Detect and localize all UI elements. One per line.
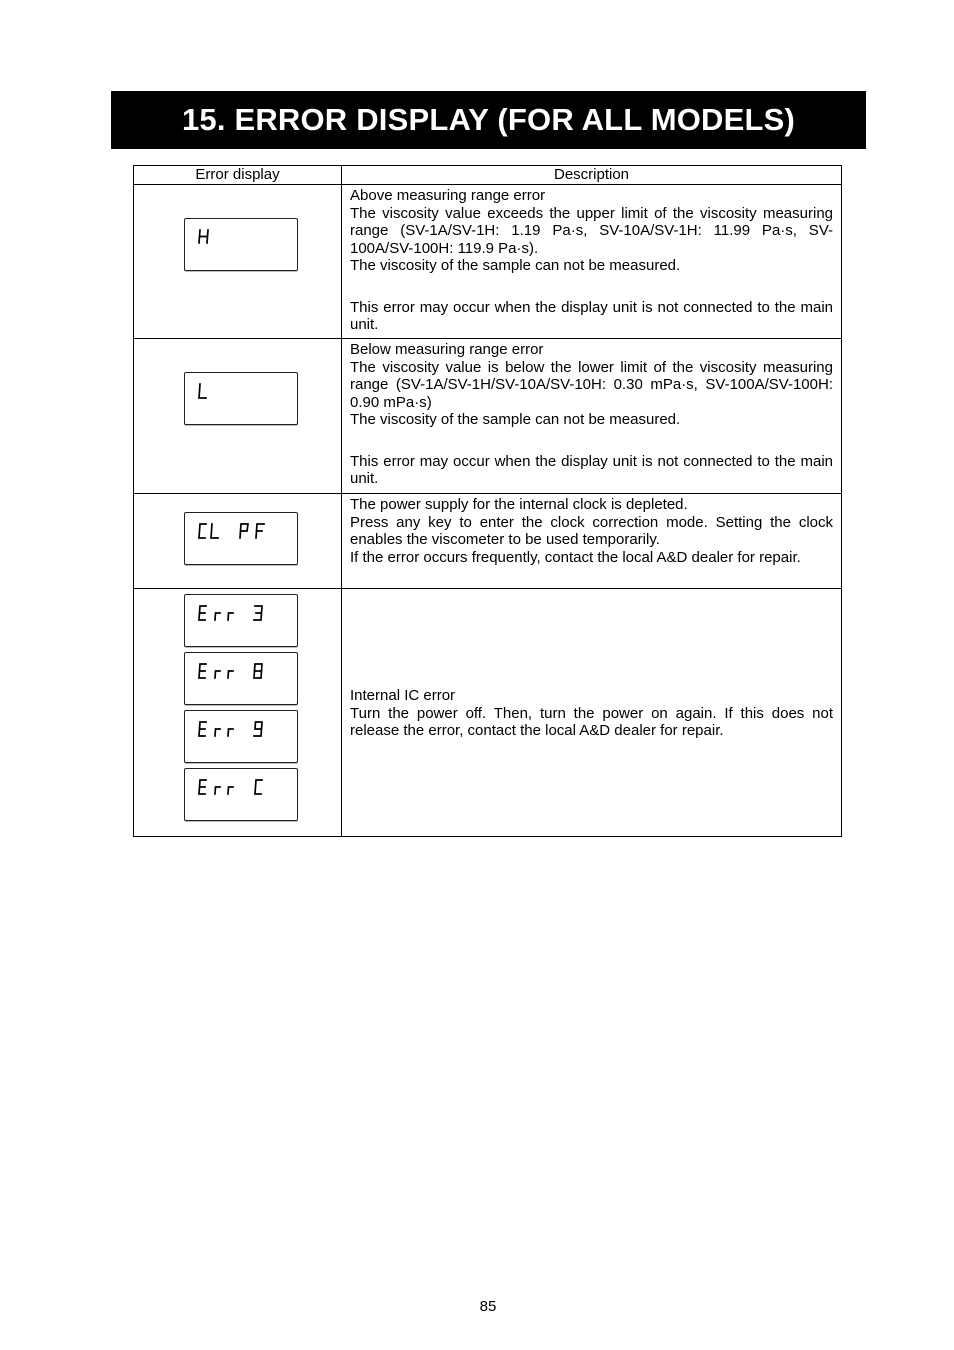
lcd-display-H — [184, 218, 298, 271]
lcd-display-err-3 — [184, 594, 298, 647]
description-text: Below measuring range error The viscosity value is below the lower limit of the viscosity measuring range (SV-1A/SV-1H/SV-10A/SV-10H: 0.30 mPa·s, SV-100A/SV-100H: 0.90 mPa·s) The viscosity of the sample can not be measured. — [350, 341, 833, 428]
description-note: This error may occur when the display unit is not connected to the main unit. — [350, 452, 833, 487]
description-text: Internal IC error Turn the power off. Then, turn the power on again. If this does not release the error, contact the local A&D dealer for repair. — [350, 687, 833, 740]
description-cell — [342, 494, 842, 589]
description-note: This error may occur when the display unit is not connected to the main unit. — [350, 298, 833, 333]
lcd-err9-glyph — [185, 711, 297, 762]
lcd-display-L — [184, 372, 298, 425]
lcd-err8-glyph — [185, 653, 297, 704]
lcd-clpf-glyph — [185, 513, 297, 564]
lcd-display-err-9 — [184, 710, 298, 763]
table-row — [134, 589, 842, 837]
header-error-display: Error display — [134, 166, 342, 185]
lcd-display-err-c — [184, 768, 298, 821]
description-text: Above measuring range error The viscosity value exceeds the upper limit of the viscosity measuring range (SV-1A/SV-1H: 1.19 Pa·s, SV-10A/SV-1H: 11.99 Pa·s, SV-100A/SV-100H: 119.9 Pa·s). The viscosity of the sample can not be measured. — [350, 187, 833, 274]
header-description: Description — [342, 166, 842, 185]
lcd-errc-glyph — [185, 769, 297, 820]
error-display-cell — [134, 185, 342, 339]
error-display-cell — [134, 339, 342, 494]
lcd-display-err-8 — [184, 652, 298, 705]
description-cell — [342, 185, 842, 339]
error-display-table — [133, 165, 842, 837]
error-display-cell — [134, 494, 342, 589]
description-cell — [342, 589, 842, 837]
table-header-row — [134, 166, 842, 185]
lcd-l-glyph — [185, 373, 297, 424]
table-row — [134, 339, 842, 494]
lcd-h-glyph — [185, 219, 297, 270]
error-display-cell — [134, 589, 342, 837]
description-text: The power supply for the internal clock is depleted. Press any key to enter the clock correction mode. Setting the clock enables the viscometer to be used temporarily. If the error occurs frequently, contact the local A&D dealer for repair. — [350, 496, 833, 566]
lcd-display-CL-PF — [184, 512, 298, 565]
lcd-err3-glyph — [185, 595, 297, 646]
table-row — [134, 494, 842, 589]
description-cell — [342, 339, 842, 494]
page-number: 85 — [479, 1298, 497, 1315]
section-title: 15. ERROR DISPLAY (FOR ALL MODELS) — [111, 91, 866, 149]
table-row — [134, 185, 842, 339]
